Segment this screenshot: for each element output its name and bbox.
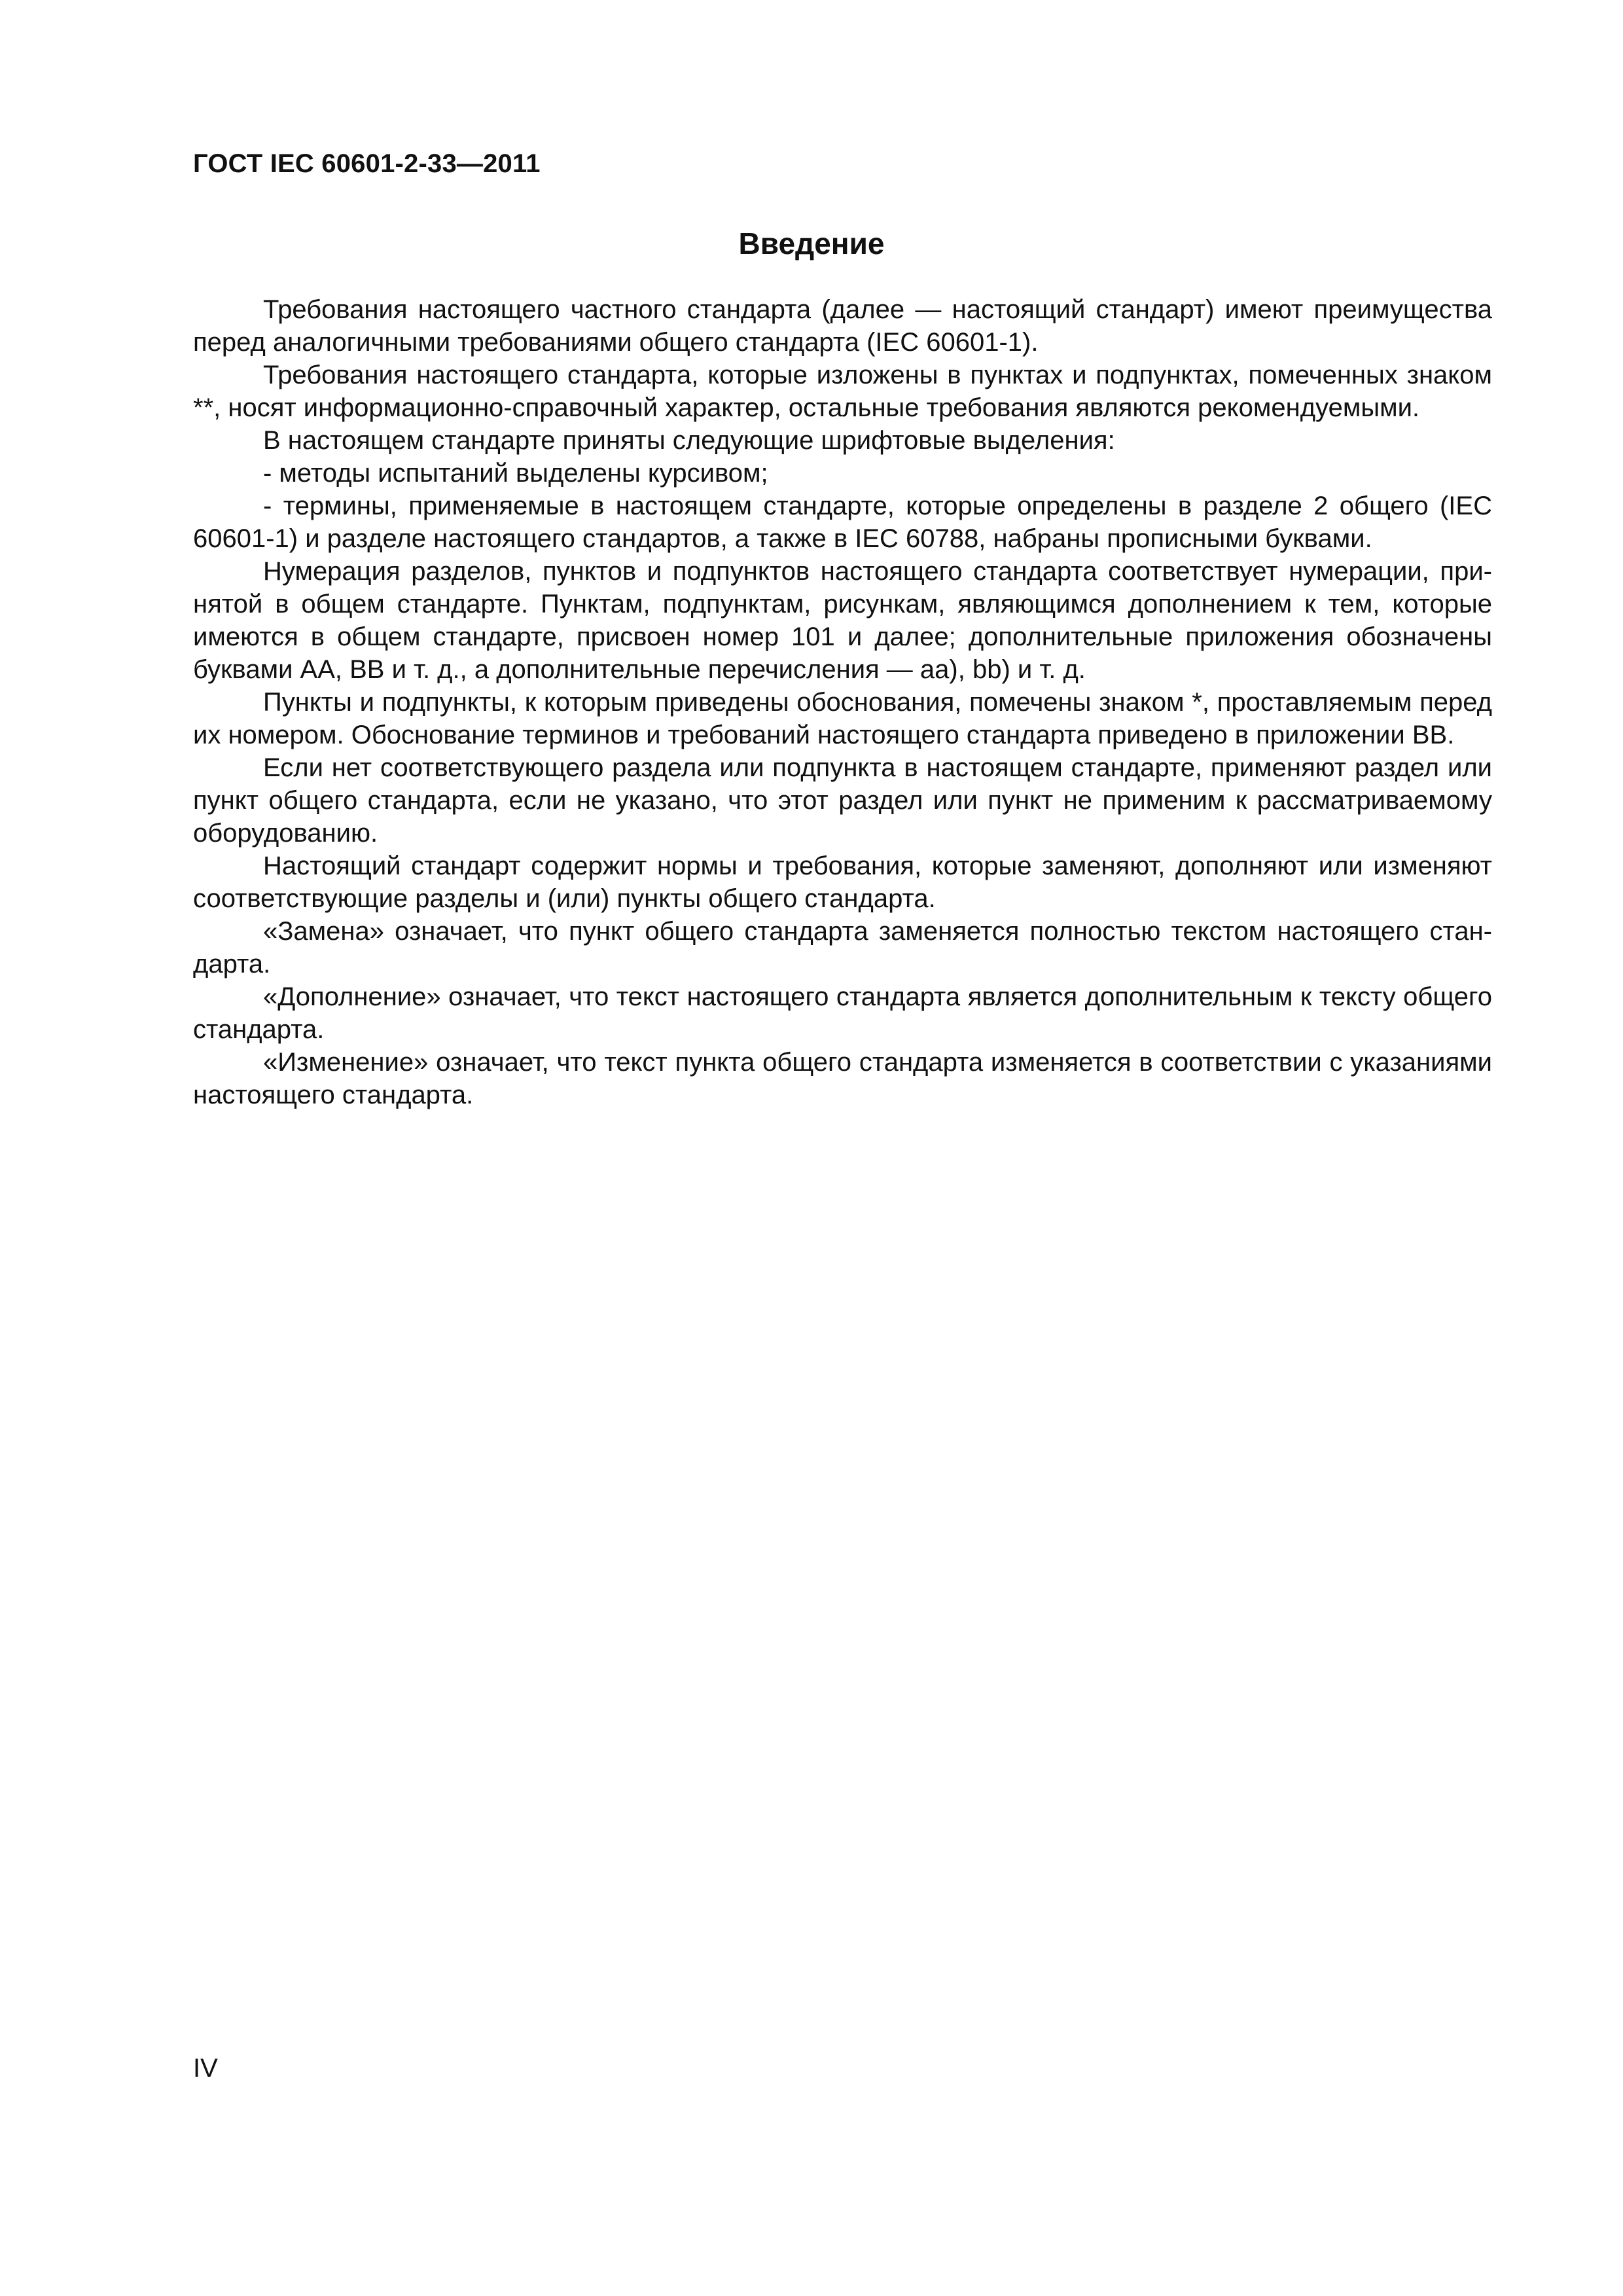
paragraph-1: Требования настоящего частного стандарта (далее — настоящий стандарт) имеют преимущества перед аналогичными требованиями общего стандарта (IEC 60601-1). bbox=[193, 295, 1492, 357]
document-body bbox=[193, 293, 1492, 1111]
list-item-2: - термины, применяемые в настоящем стандарте, которые определены в разделе 2 общего (IEC 60601-1) и разделе настоящего стандартов, а также в IEC 60788, набраны прописными буквами. bbox=[193, 492, 1492, 553]
paragraph-10: «Изменение» означает, что текст пункта общего стандарта изменяется в соответствии с указаниями настоящего стандарта. bbox=[193, 1048, 1492, 1109]
paragraph-9: «Дополнение» означает, что текст настоящего стандарта является дополнительным к тексту общего стандарта. bbox=[193, 982, 1492, 1044]
document-header: ГОСТ IEC 60601-2-33—2011 bbox=[193, 149, 541, 178]
paragraph-5: Пункты и подпункты, к которым приведены обоснования, помечены знаком *, проставляемым перед их номером. Обоснование терминов и требований настоящего стандарта приведено в приложении BB. bbox=[193, 688, 1492, 749]
paragraph-6: Если нет соответствующего раздела или подпункта в настоящем стандарте, применяют раздел или пункт общего стандарта, если не указано, что этот раздел или пункт не применим к рассматриваемому оборудованию. bbox=[193, 753, 1492, 848]
section-title: Введение bbox=[738, 226, 885, 260]
paragraph-2: Требования настоящего стандарта, которые изложены в пунктах и подпунктах, помеченных знаком **, носят информационно-справочный характер, остальные требования являются рекомендуемыми. bbox=[193, 361, 1492, 422]
paragraph-3: В настоящем стандарте приняты следующие шрифтовые выделения: bbox=[263, 426, 1115, 455]
list-item-1: - методы испытаний выделены курсивом; bbox=[263, 459, 768, 488]
paragraph-8: «Замена» означает, что пункт общего стандарта заменяется полностью текстом настоящего стандарта. bbox=[193, 917, 1492, 978]
paragraph-4: Нумерация разделов, пунктов и подпунктов настоящего стандарта соответствует нумерации, принятой в общем стандарте. Пунктам, подпунктам, рисункам, являющимся дополнением к тем, которые имеются в общем стандарте, присвоен номер 101 и далее; дополнительные приложения обозначены буквами AA, BB и т. д., а дополнительные перечисления — aa), bb) и т. д. bbox=[193, 557, 1492, 684]
page-number: IV bbox=[193, 2054, 218, 2083]
paragraph-7: Настоящий стандарт содержит нормы и требования, которые заменяют, дополняют или изменяют соответствующие разделы и (или) пункты общего стандарта. bbox=[193, 852, 1492, 913]
